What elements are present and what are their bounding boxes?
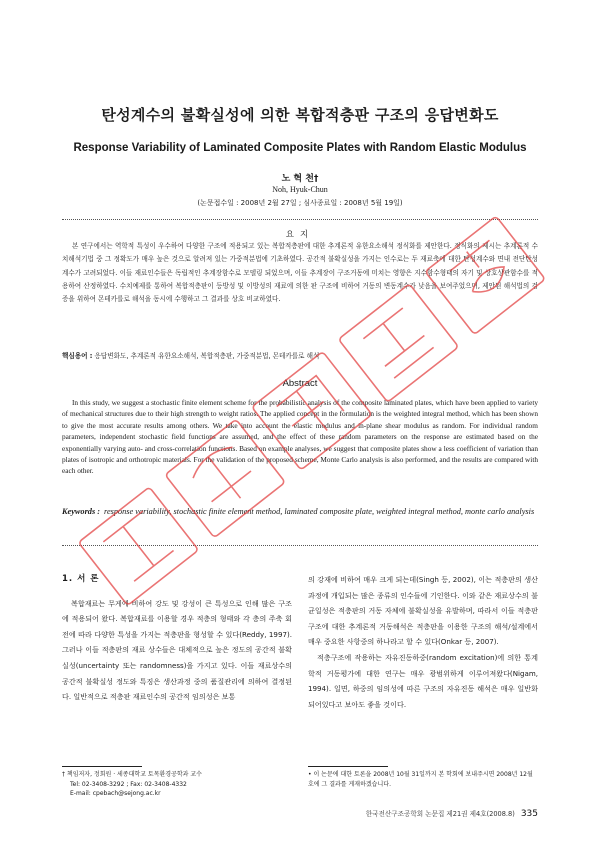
paper-title-korean: 탄성계수의 불확실성에 의한 복합적층판 구조의 응답변화도 (101, 106, 499, 124)
abstract-english-heading: Abstract (282, 378, 318, 389)
page-number: 335 (520, 809, 538, 819)
footnote-right (308, 770, 538, 789)
footnote-email: E-mail: cpebach@sejong.ac.kr (70, 790, 161, 798)
body-column-right (308, 572, 538, 712)
footnote-rule-left (62, 766, 142, 767)
author-name-korean: 노 혁 천† (281, 174, 319, 184)
footnote-discussion-notice: • 이 논문에 대한 토론을 2008년 10월 31일까지 본 학회에 보내주시면 2008년 12월호에 그 결과를 게재하겠습니다. (308, 771, 533, 788)
submission-dates: (논문접수일 : 2008년 2월 27일 ; 심사종료일 : 2008년 5월 19일) (197, 199, 403, 207)
footnote-rule-right (308, 766, 388, 767)
body-column-left (62, 572, 292, 705)
keywords-english-list: response variability, stochastic finite element method, laminated composite plate, weighted integral method, monte carlo analysis (104, 507, 535, 516)
page-footer (332, 808, 538, 819)
section-title-introduction: 1. 서 론 (62, 574, 100, 584)
abstract-korean-text: 본 연구에서는 역학적 특성이 우수하여 다양한 구조에 적용되고 있는 복합적층판에 대한 추계론적 유한요소해석 정식화를 제안한다. 정식화의 제시는 추계론적 수치해석기법 중 그 정확도가 매우 높은 것으로 알려져 있는 가중적분법에 기초하였다. 공간적 불확실성을 가지는 인수로는 두 재료축에 대한 탄성계수와 면내 전단탄성계수가 고려되었다. 이들 재료인수들은 독립적인 추계장함수로 모델링 되었으며, 이들 추계장이 구조거동에 미치는 영향은 지수함수형태의 자기 및 상호상관함수를 적용하여 산정하였다. 수치예제를 통하여 복합적층판이 등방성 및 이방성의 재료에 의한 판 구조에 비하여 거동의 변동계수가 낮음을 보여주었으며, 제안된 해석법의 검증을 위하여 몬테카를로 해석을 동시에 수행하고 그 결과를 상호 비교하였다. (62, 242, 538, 304)
keywords-english (62, 506, 538, 519)
abstract-korean-heading: 요지 (285, 230, 315, 240)
abstract-english-text: In this study, we suggest a stochastic finite element scheme for the probabilistic analysis of the composite laminated plates, which have been applied to variety of mechanical structures due to their high strength to weight ratios. The applied concept in the formulation is the weighted integral method, which has been shown to give the most accurate results among others. We take into account the elastic modulus and in-plane shear modulus as random. For individual random parameters, independent stochastic field functions are assumed, and the effect of these random parameters on the response are estimated based on the exponentially varying auto- and cross-correlation functions. Based on example analyses, we suggest that composite plates show a less coefficient of variation than plates of isotropic and orthotropic materials. For the validation of the proposed scheme, Monte Carlo analysis is also performed, and the results are compared with each other. (62, 398, 538, 476)
keywords-korean (62, 350, 538, 362)
divider-bottom (62, 545, 538, 546)
keywords-korean-label: 핵심용어 : (62, 352, 93, 360)
keywords-english-label: Keywords : (62, 507, 101, 516)
paper-title-english: Response Variability of Laminated Composite Plates with Random Elastic Modulus (73, 142, 527, 154)
body-paragraph-right-2: 적층구조에 작용하는 자유진동하중(random excitation)에 의한 통계학적 거동평가에 대한 연구는 매우 광범위하게 이루어져왔다(Nigam, 1994). 일면, 하중의 임의성에 따른 구조의 자유진동 해석은 매우 일반화 되어있다고 보아도 좋을 것이다. (308, 652, 538, 709)
author-name-english: Noh, Hyuk-Chun (272, 185, 328, 194)
body-paragraph-right-1: 의 강재에 비하여 매우 크게 되는데(Singh 등, 2002), 이는 적층판의 생산과정에 개입되는 많은 종류의 인수들에 기인한다. 이와 같은 재료상수의 불균일성은 적층판의 거동 자체에 불확실성을 유발하며, 따라서 이들 적층판 구조에 대한 추계론적 거동해석은 적층판을 이용한 구조의 해석/설계에서 매우 중요한 사항중의 하나라고 할 수 있다(Onkar 등, 2007). (308, 575, 538, 647)
journal-name: 한국전산구조공학회 논문집 제21권 제4호(2008.8) (365, 810, 515, 818)
footnote-author: † 책임저자, 정회원 · 세종대학교 토목환경공학과 교수 (62, 771, 202, 778)
divider-top (62, 219, 538, 220)
body-paragraph-left: 복합재료는 무게에 비하여 강도 및 강성이 큰 특성으로 인해 많은 구조에 적용되어 왔다. 복합재료를 이용할 경우 적층의 형태와 각 층의 주축 회전에 따라 다양한 특성을 가지는 적층판을 형성할 수 있다(Reddy, 1997). 그러나 이들 적층판의 재료 상수들은 대체적으로 높은 정도의 공간적 불확실성(uncertainty 또는 randomness)을 가지고 있다. 이들 재료상수의 공간적 불확실성 정도와 특징은 생산과정 중의 품질관리에 의하여 결정된다. 일반적으로 적층판 재료인수의 공간적 임의성은 보통 (62, 598, 292, 702)
footnote-left (62, 770, 292, 799)
keywords-korean-list: 응답변화도, 추계론적 유한요소해석, 복합적층판, 가중적분법, 몬테카를로 해석 (94, 352, 320, 360)
footnote-phone: Tel: 02-3408-3292 ; Fax: 02-3408-4332 (70, 780, 187, 788)
